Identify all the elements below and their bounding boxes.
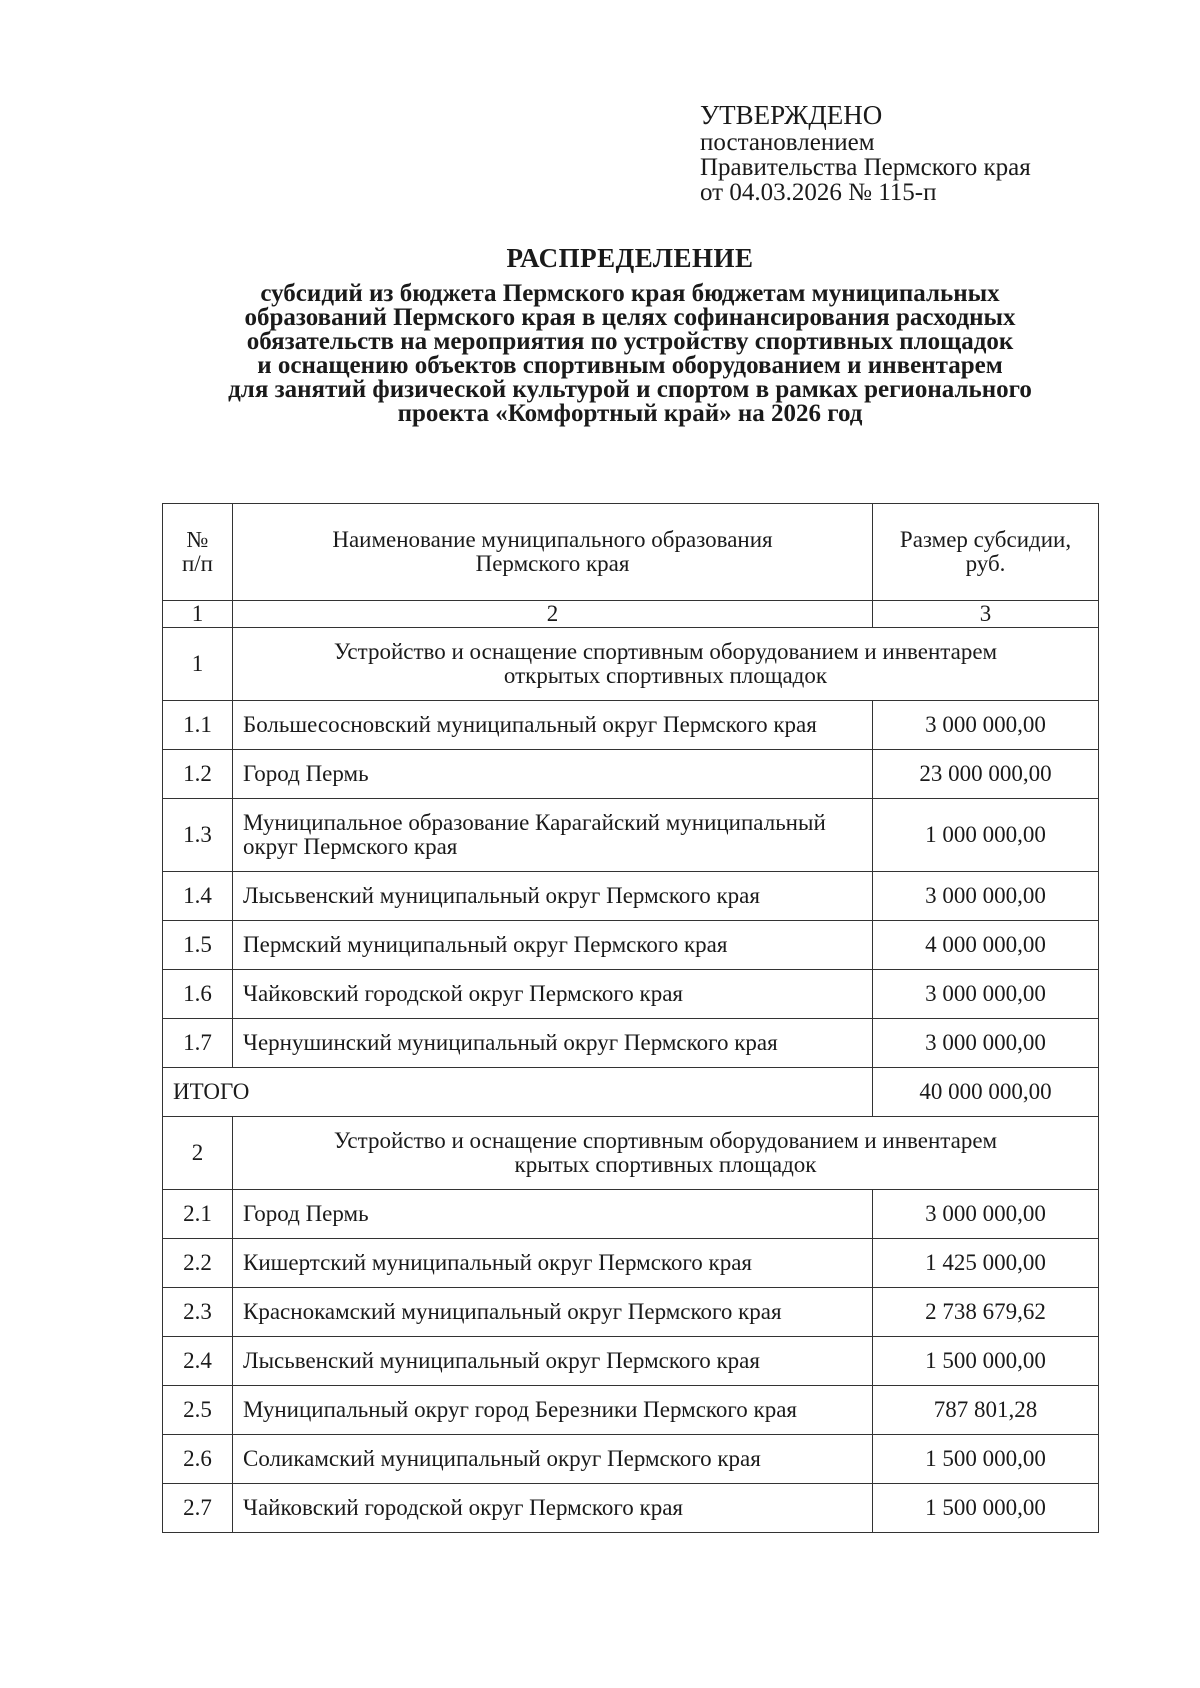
document-subtitle <box>130 282 1130 426</box>
section-title <box>233 1117 1099 1190</box>
row-amount: 1 500 000,00 <box>873 1337 1099 1386</box>
section-title-line: крытых спортивных площадок <box>514 1152 817 1177</box>
row-amount: 3 000 000,00 <box>873 970 1099 1019</box>
row-amount: 1 000 000,00 <box>873 799 1099 872</box>
section-title <box>233 628 1099 701</box>
subtitle-line: субсидий из бюджета Пермского края бюджетам муниципальных <box>260 280 1000 307</box>
table-row <box>163 750 1099 799</box>
row-num: 2.4 <box>163 1337 233 1386</box>
table-row <box>163 1019 1099 1068</box>
subtitle-line: для занятий физической культурой и спортом в рамках регионального <box>228 376 1032 403</box>
row-amount: 4 000 000,00 <box>873 921 1099 970</box>
section-num: 2 <box>163 1117 233 1190</box>
table-row <box>163 872 1099 921</box>
approval-stamp <box>700 100 1031 205</box>
column-index: 3 <box>873 601 1099 628</box>
row-amount: 3 000 000,00 <box>873 872 1099 921</box>
section-title-line: открытых спортивных площадок <box>503 663 828 688</box>
table-row <box>163 1386 1099 1435</box>
row-num: 1.2 <box>163 750 233 799</box>
header-num-line: № <box>186 527 209 552</box>
approval-heading: УТВЕРЖДЕНО <box>700 100 883 130</box>
row-name: Муниципальный округ город Березники Пермского края <box>233 1386 873 1435</box>
row-num: 2.5 <box>163 1386 233 1435</box>
row-num: 2.6 <box>163 1435 233 1484</box>
row-num: 1.1 <box>163 701 233 750</box>
row-amount: 1 500 000,00 <box>873 1435 1099 1484</box>
row-num: 2.7 <box>163 1484 233 1533</box>
subtitle-line: обязательств на мероприятия по устройству спортивных площадок <box>246 328 1014 355</box>
section-num: 1 <box>163 628 233 701</box>
table-row <box>163 1288 1099 1337</box>
row-name: Чернушинский муниципальный округ Пермского края <box>233 1019 873 1068</box>
row-num: 1.3 <box>163 799 233 872</box>
table-row <box>163 799 1099 872</box>
row-num: 1.5 <box>163 921 233 970</box>
table-row <box>163 921 1099 970</box>
subtitle-line: образований Пермского края в целях софинансирования расходных <box>244 304 1016 331</box>
row-num: 1.6 <box>163 970 233 1019</box>
row-name: Чайковский городской округ Пермского края <box>233 970 873 1019</box>
table-row <box>163 1239 1099 1288</box>
approval-line: Правительства Пермского края <box>700 154 1031 181</box>
table-row <box>163 1435 1099 1484</box>
row-amount: 787 801,28 <box>873 1386 1099 1435</box>
row-amount: 3 000 000,00 <box>873 1019 1099 1068</box>
column-index-row <box>163 601 1099 628</box>
column-index: 2 <box>233 601 873 628</box>
header-amount-line: руб. <box>965 551 1006 576</box>
row-name: Соликамский муниципальный округ Пермского края <box>233 1435 873 1484</box>
row-name: Лысьвенский муниципальный округ Пермского края <box>233 872 873 921</box>
subtitle-line: проекта «Комфортный край» на 2026 год <box>397 400 863 427</box>
row-num: 1.4 <box>163 872 233 921</box>
row-amount: 3 000 000,00 <box>873 1190 1099 1239</box>
approval-line: от 04.03.2026 № 115-п <box>700 179 937 206</box>
header-name <box>233 504 873 601</box>
row-num: 2.1 <box>163 1190 233 1239</box>
row-name-line: Муниципальное образование Карагайский муниципальный <box>243 810 826 835</box>
subsidy-table <box>162 503 1099 1533</box>
total-amount: 40 000 000,00 <box>873 1068 1099 1117</box>
section-row <box>163 628 1099 701</box>
table-row <box>163 1190 1099 1239</box>
row-amount: 3 000 000,00 <box>873 701 1099 750</box>
row-amount: 2 738 679,62 <box>873 1288 1099 1337</box>
row-name: Большесосновский муниципальный округ Пермского края <box>233 701 873 750</box>
table-row <box>163 970 1099 1019</box>
section-title-line: Устройство и оснащение спортивным оборудованием и инвентарем <box>333 1128 998 1153</box>
row-amount: 1 500 000,00 <box>873 1484 1099 1533</box>
approval-line: постановлением <box>700 129 875 156</box>
row-name: Краснокамский муниципальный округ Пермского края <box>233 1288 873 1337</box>
row-num: 1.7 <box>163 1019 233 1068</box>
row-num: 2.3 <box>163 1288 233 1337</box>
row-name-line: округ Пермского края <box>243 834 458 859</box>
section-title-line: Устройство и оснащение спортивным оборудованием и инвентарем <box>333 639 998 664</box>
header-name-line: Пермского края <box>475 551 630 576</box>
header-amount-line: Размер субсидии, <box>899 527 1072 552</box>
header-num <box>163 504 233 601</box>
row-name: Город Пермь <box>233 750 873 799</box>
table-row <box>163 701 1099 750</box>
table-header-row <box>163 504 1099 601</box>
subtitle-line: и оснащению объектов спортивным оборудованием и инвентарем <box>257 352 1003 379</box>
row-name <box>233 799 873 872</box>
document-title: РАСПРЕДЕЛЕНИЕ <box>506 243 754 273</box>
total-row <box>163 1068 1099 1117</box>
table-row <box>163 1337 1099 1386</box>
row-num: 2.2 <box>163 1239 233 1288</box>
row-name: Пермский муниципальный округ Пермского края <box>233 921 873 970</box>
row-name: Лысьвенский муниципальный округ Пермского края <box>233 1337 873 1386</box>
header-name-line: Наименование муниципального образования <box>332 527 773 552</box>
row-name: Чайковский городской округ Пермского края <box>233 1484 873 1533</box>
column-index: 1 <box>163 601 233 628</box>
section-row <box>163 1117 1099 1190</box>
row-name: Кишертский муниципальный округ Пермского края <box>233 1239 873 1288</box>
row-amount: 23 000 000,00 <box>873 750 1099 799</box>
row-name: Город Пермь <box>233 1190 873 1239</box>
row-amount: 1 425 000,00 <box>873 1239 1099 1288</box>
header-amount <box>873 504 1099 601</box>
header-num-line: п/п <box>181 551 213 576</box>
total-label: ИТОГО <box>163 1068 873 1117</box>
table-row <box>163 1484 1099 1533</box>
